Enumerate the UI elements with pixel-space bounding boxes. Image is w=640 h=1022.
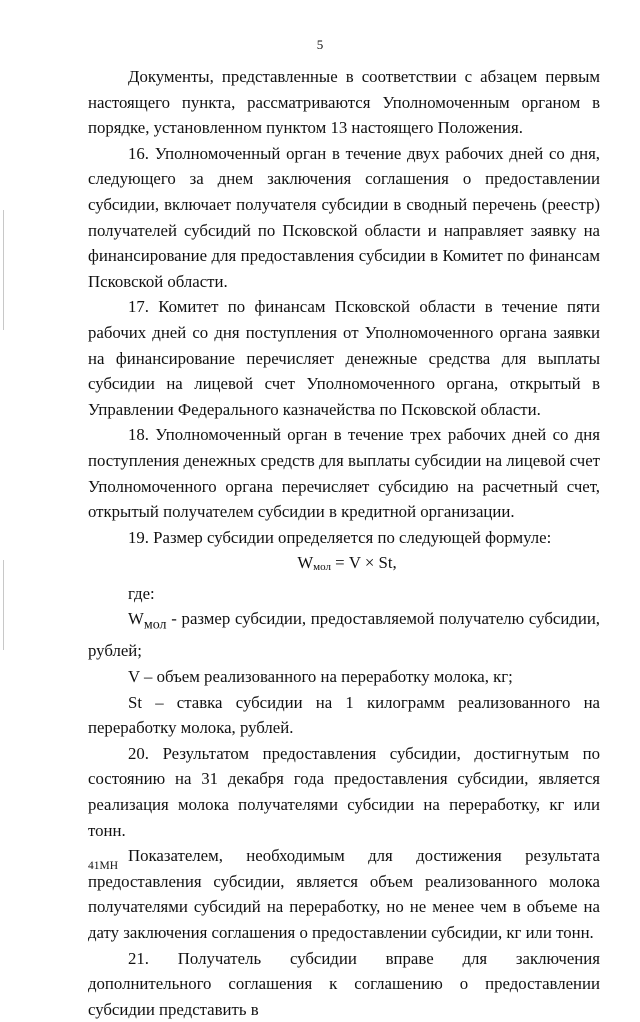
definitions-intro: где: — [128, 583, 155, 603]
scan-edge-mark — [3, 210, 4, 330]
subsidy-formula — [88, 550, 600, 581]
definition-v: V – объем реализованного на переработку молока, кг; — [128, 667, 513, 687]
formula-w-symbol: W — [297, 553, 314, 573]
paragraph-documents: Документы, представленные в соответствии с абзацем первым настоящего пункта, рассматриваются Уполномоченным органом в порядке, установленном пунктом 13 настоящего Положения. — [88, 67, 600, 138]
document-body — [88, 64, 600, 1022]
paragraph-indicator: Показателем, необходимым для достижения результата предоставления субсидии, является объем реализованного молока получателями субсидий на переработку, но не менее чем в объеме на дату заключения соглашения о предоставлении субсидии, кг или тонн. — [88, 846, 600, 942]
paragraph-18: 18. Уполномоченный орган в течение трех рабочих дней со дня поступления денежных средств для выплаты субсидии на лицевой счет Уполномоченного органа перечисляет субсидию на расчетный счет, открытый получателем субсидии в кредитной организации. — [88, 425, 600, 522]
paragraph-17: 17. Комитет по финансам Псковской области в течение пяти рабочих дней со дня поступления от Уполномоченного органа заявки на финансирование перечисляет денежные средства для выплаты субсидии на лицевой счет Уполномоченного органа, открытый в Управлении Федерального казначейства по Псковской области. — [88, 297, 600, 419]
paragraph-21: 21. Получатель субсидии вправе для заключения дополнительного соглашения к соглашению о предоставлении субсидии представить в — [88, 948, 600, 1019]
definition-w-subscript: мол — [143, 617, 167, 633]
definition-st: St – ставка субсидии на 1 килограмм реализованного на переработку молока, рублей. — [88, 692, 600, 738]
footer-document-code: 41МН — [88, 860, 119, 872]
formula-rhs: = V × St, — [330, 553, 397, 573]
page-number: 5 — [316, 37, 324, 52]
paragraph-16: 16. Уполномоченный орган в течение двух рабочих дней со дня, следующего за днем заключения соглашения о предоставлении субсидии, включает получателя субсидии в сводный перечень (реестр) получателей субсидий по Псковской области и направляет заявку на финансирование для предоставления субсидии в Комитет по финансам Псковской области. — [88, 143, 600, 291]
formula-w-subscript: мол — [313, 561, 331, 574]
definition-w-text: - размер субсидии, предоставляемой получателю субсидии, рублей; — [88, 609, 600, 661]
definition-w-symbol: W — [128, 609, 144, 629]
paragraph-20: 20. Результатом предоставления субсидии, достигнутым по состоянию на 31 декабря года предоставления субсидии, является реализация молока получателями субсидии на переработку, кг или тонн. — [88, 743, 600, 840]
paragraph-19: 19. Размер субсидии определяется по следующей формуле: — [128, 527, 552, 547]
definition-w — [88, 606, 600, 664]
scan-edge-mark — [3, 560, 4, 650]
